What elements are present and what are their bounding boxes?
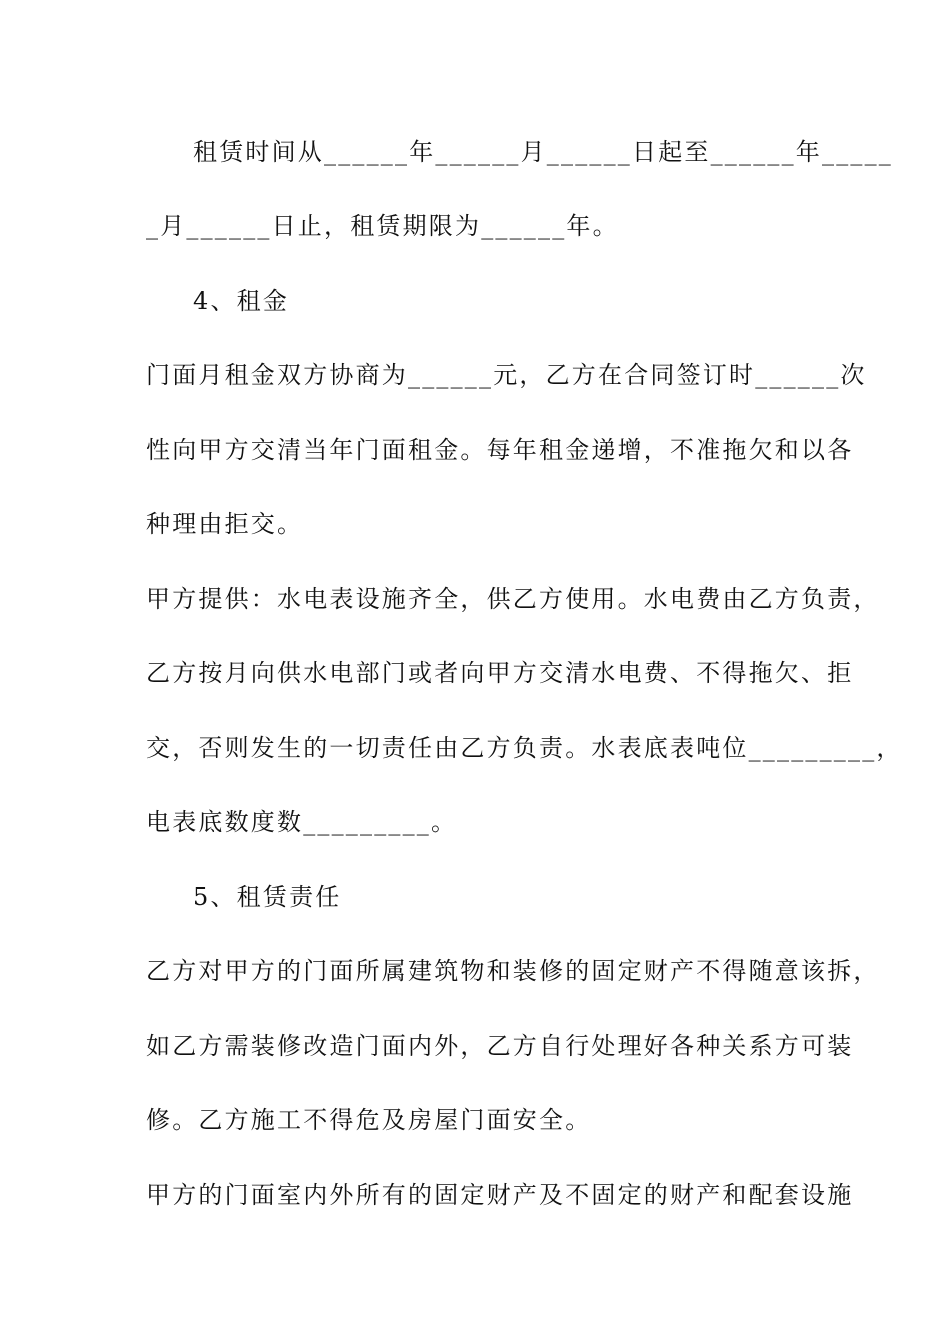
rent-paragraph-line-2: 性向甲方交清当年门面租金。每年租金递增，不准拖欠和以各 bbox=[146, 436, 854, 464]
property-paragraph-line-1: 甲方的门面室内外所有的固定财产及不固定的财产和配套设施 bbox=[146, 1181, 854, 1209]
rent-paragraph-line-3: 种理由拒交。 bbox=[146, 510, 304, 538]
responsibility-paragraph-line-2: 如乙方需装修改造门面内外，乙方自行处理好各种关系方可装 bbox=[146, 1032, 854, 1060]
utilities-paragraph-line-2: 乙方按月向供水电部门或者向甲方交清水电费、不得拖欠、拒 bbox=[146, 659, 854, 687]
section-heading-rent: 4、租金 bbox=[193, 287, 290, 315]
utilities-paragraph-line-3: 交，否则发生的一切责任由乙方负责。水表底表吨位_________， bbox=[146, 734, 903, 762]
section-heading-lease-responsibility: 5、租赁责任 bbox=[193, 883, 342, 911]
utilities-paragraph-line-4: 电表底数度数_________。 bbox=[146, 808, 458, 836]
responsibility-paragraph-line-3: 修。乙方施工不得危及房屋门面安全。 bbox=[146, 1106, 592, 1134]
lease-period-line-2: _月______日止，租赁期限为______年。 bbox=[146, 212, 619, 240]
rent-paragraph-line-1: 门面月租金双方协商为______元，乙方在合同签订时______次 bbox=[146, 361, 867, 389]
responsibility-paragraph-line-1: 乙方对甲方的门面所属建筑物和装修的固定财产不得随意该拆， bbox=[146, 957, 880, 985]
lease-period-line-1: 租赁时间从______年______月______日起至______年_____ bbox=[193, 138, 893, 166]
utilities-paragraph-line-1: 甲方提供：水电表设施齐全，供乙方使用。水电费由乙方负责， bbox=[146, 585, 880, 613]
